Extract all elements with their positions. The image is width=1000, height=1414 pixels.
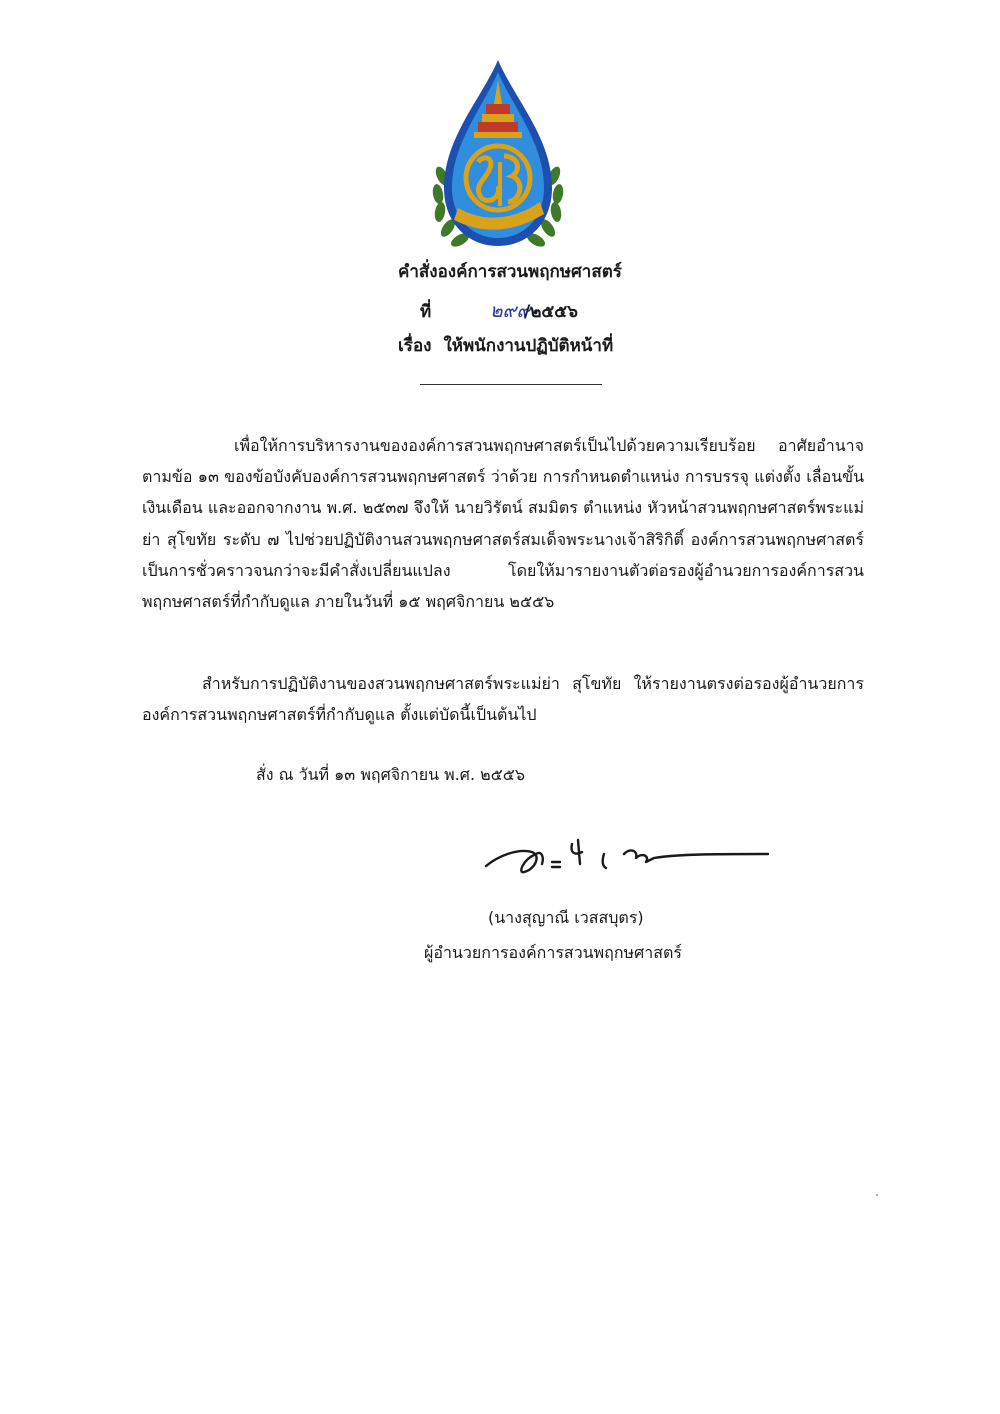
subject-label: เรื่อง <box>398 336 432 356</box>
signer-position: ผู้อำนวยการองค์การสวนพฤกษศาสตร์ <box>424 943 682 962</box>
subject-text: ให้พนักงานปฏิบัติหน้าที่ <box>443 336 614 356</box>
header-divider <box>420 384 602 385</box>
organization-emblem <box>428 58 568 254</box>
signer-name: (นางสุญาณี เวสสบุตร) <box>488 908 644 927</box>
order-number-handwritten: ๒๙๙ <box>490 300 531 322</box>
body-paragraph-1: เพื่อให้การบริหารงานขององค์การสวนพฤกษศาสตร์เป็นไปด้วยความเรียบร้อย อาศัยอำนาจตามข้อ ๑๓ ของข้อบังคับองค์การสวนพฤกษศาสตร์ ว่าด้วย การกำหนดตำแหน่ง การบรรจุ แต่งตั้ง เลื่อนขั้นเงินเดือน และออกจากงาน พ.ศ. ๒๕๓๗ จึงให้ นายวิรัตน์ สมมิตร ตำแหน่ง หัวหน้าสวนพฤกษศาสตร์พระแม่ย่า สุโขทัย ระดับ ๗ ไปช่วยปฏิบัติงานสวนพฤกษศาสตร์สมเด็จพระนางเจ้าสิริกิติ์ องค์การสวนพฤกษศาสตร์ เป็นการชั่วคราวจนกว่าจะมีคำสั่งเปลี่ยนแปลง โดยให้มารายงานตัวต่อรองผู้อำนวยการองค์การสวนพฤกษศาสตร์ที่กำกับดูแล ภายในวันที่ ๑๕ พฤศจิกายน ๒๕๕๖ <box>142 436 864 612</box>
order-subject <box>398 332 613 359</box>
body-paragraph-2: สำหรับการปฏิบัติงานของสวนพฤกษศาสตร์พระแม่ย่า สุโขทัย ให้รายงานตรงต่อรองผู้อำนวยการองค์การสวนพฤกษศาสตร์ที่กำกับดูแล ตั้งแต่บัดนี้เป็นต้นไป <box>142 674 864 725</box>
order-number-year: /๒๕๕๖ <box>524 302 578 322</box>
ordered-date: สั่ง ณ วันที่ ๑๓ พฤศจิกายน พ.ศ. ๒๕๕๖ <box>256 765 526 784</box>
order-number-label: ที่ <box>420 302 432 322</box>
scan-speck <box>876 1194 878 1196</box>
handwritten-signature <box>478 830 774 880</box>
order-title: คำสั่งองค์การสวนพฤกษศาสตร์ <box>398 262 622 282</box>
order-number <box>420 296 578 326</box>
